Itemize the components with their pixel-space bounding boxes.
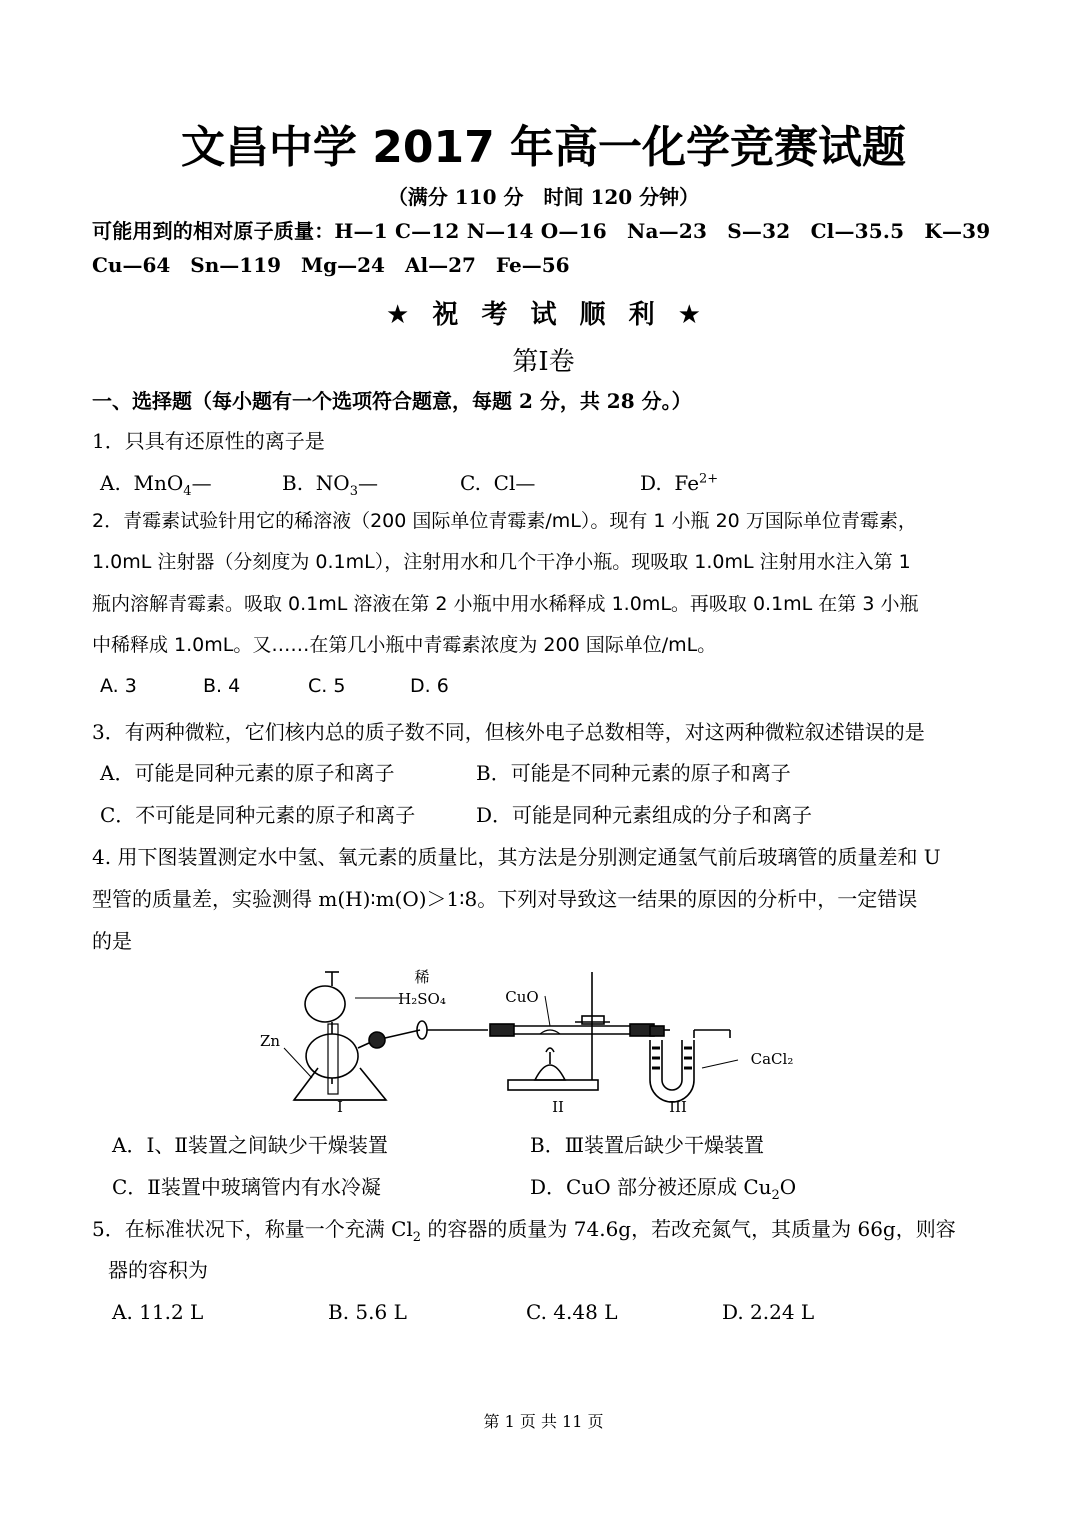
q4-line1: 4. 用下图装置测定水中氢、氧元素的质量比，其方法是分别测定通氢气前后玻璃管的质量差和 U — [92, 845, 941, 869]
q2-option-a: A. 3 — [100, 675, 137, 697]
q2-option-c: C. 5 — [308, 675, 346, 697]
q4-option-a: A．Ⅰ、Ⅱ装置之间缺少干燥装置 — [112, 1133, 388, 1157]
exam-subtitle: （满分 110 分 时间 120 分钟） — [387, 185, 700, 209]
atomic-masses-line2: Cu—64 Sn—119 Mg—24 Al—27 Fe—56 — [92, 253, 570, 277]
fig-label-h2so4: H₂SO₄ — [398, 990, 446, 1008]
section-heading: 一、选择题（每小题有一个选项符合题意，每题 2 分，共 28 分。） — [92, 389, 692, 413]
q5-option-a: A. 11.2 L — [112, 1300, 204, 1324]
fig-label-dilute: 稀 — [414, 968, 430, 986]
alcohol-burner — [535, 1065, 565, 1080]
fig-label-cuo: CuO — [505, 988, 539, 1006]
q3-option-b: B．可能是不同种元素的原子和离子 — [476, 761, 791, 785]
page-number: 第 1 页 共 11 页 — [483, 1412, 604, 1431]
exam-title: 文昌中学 2017 年高一化学竞赛试题 — [180, 122, 907, 173]
fig-label-cacl2: CaCl₂ — [750, 1050, 794, 1068]
kipp-middle-bulb — [306, 1034, 358, 1078]
q5-option-d: D. 2.24 L — [722, 1300, 815, 1324]
q1-option-d: D. $Fe^{2+}$ — [640, 471, 719, 495]
q2-option-b: B. 4 — [203, 675, 241, 697]
q2-line1: 2．青霉素试验针用它的稀溶液（200 国际单位青霉素/mL）。现有 1 小瓶 20 万国际单位青霉素， — [92, 510, 917, 532]
q4-option-b: B．Ⅲ装置后缺少干燥装置 — [530, 1133, 764, 1157]
q4-option-d: D．CuO 部分被还原成 $Cu_2O$ — [530, 1175, 797, 1203]
q2-line4: 中稀释成 1.0mL。又……在第几小瓶中青霉素浓度为 200 国际单位/mL。 — [92, 634, 717, 656]
q3-option-a: A．可能是同种元素的原子和离子 — [100, 761, 395, 785]
atomic-masses-line1: 可能用到的相对原子质量：H—1 C—12 N—14 O—16 Na—23 S—32 Cl—35.5 K—39 — [92, 219, 991, 243]
q5-line1: 5．在标准状况下，称量一个充满 $Cl_2$ 的容器的质量为 74.6g，若改充氮气，其质量为 66g，则容 — [92, 1217, 956, 1245]
fig-label-ii: II — [552, 1098, 564, 1116]
q1-option-b: B. $NO_3—$ — [282, 471, 378, 499]
q3-option-c: C．不可能是同种元素的原子和离子 — [100, 803, 416, 827]
q4-option-c: C．Ⅱ装置中玻璃管内有水冷凝 — [112, 1175, 381, 1199]
q5-line2: 器的容积为 — [108, 1258, 208, 1282]
q2-line3: 瓶内溶解青霉素。吸取 0.1mL 溶液在第 2 小瓶中用水稀释成 1.0mL。再吸取 0.1mL 在第 3 小瓶 — [92, 593, 919, 615]
q1-stem: 1．只具有还原性的离子是 — [92, 429, 325, 453]
q4-line3: 的是 — [92, 929, 132, 953]
blessing-line: ★ 祝 考 试 顺 利 ★ — [386, 300, 701, 330]
q2-option-d: D. 6 — [410, 675, 449, 697]
kipp-top-funnel — [305, 986, 345, 1022]
q4-line2: 型管的质量差，实验测得 m(H)∶m(O)＞1∶8。下列对导致这一结果的原因的分析中，一定错误 — [92, 887, 918, 911]
apparatus-figure — [250, 968, 830, 1118]
q5-option-c: C. 4.48 L — [526, 1300, 618, 1324]
fig-label-zn: Zn — [259, 1032, 281, 1050]
volume-heading: 第Ⅰ卷 — [512, 347, 575, 377]
q3-option-d: D．可能是同种元素组成的分子和离子 — [476, 803, 813, 827]
q1-option-c: C. Cl— — [460, 471, 536, 495]
q1-option-a: A. MnO$_4$— — [100, 471, 212, 499]
q5-option-b: B. 5.6 L — [328, 1300, 407, 1324]
q3-stem: 3．有两种微粒，它们核内总的质子数不同，但核外电子总数相等，对这两种微粒叙述错误的是 — [92, 720, 925, 744]
fig-label-iii: III — [669, 1098, 687, 1116]
q2-line2: 1.0mL 注射器（分刻度为 0.1mL），注射用水和几个干净小瓶。现吸取 1.0mL 注射用水注入第 1 — [92, 551, 911, 573]
fig-label-i: I — [337, 1098, 343, 1116]
